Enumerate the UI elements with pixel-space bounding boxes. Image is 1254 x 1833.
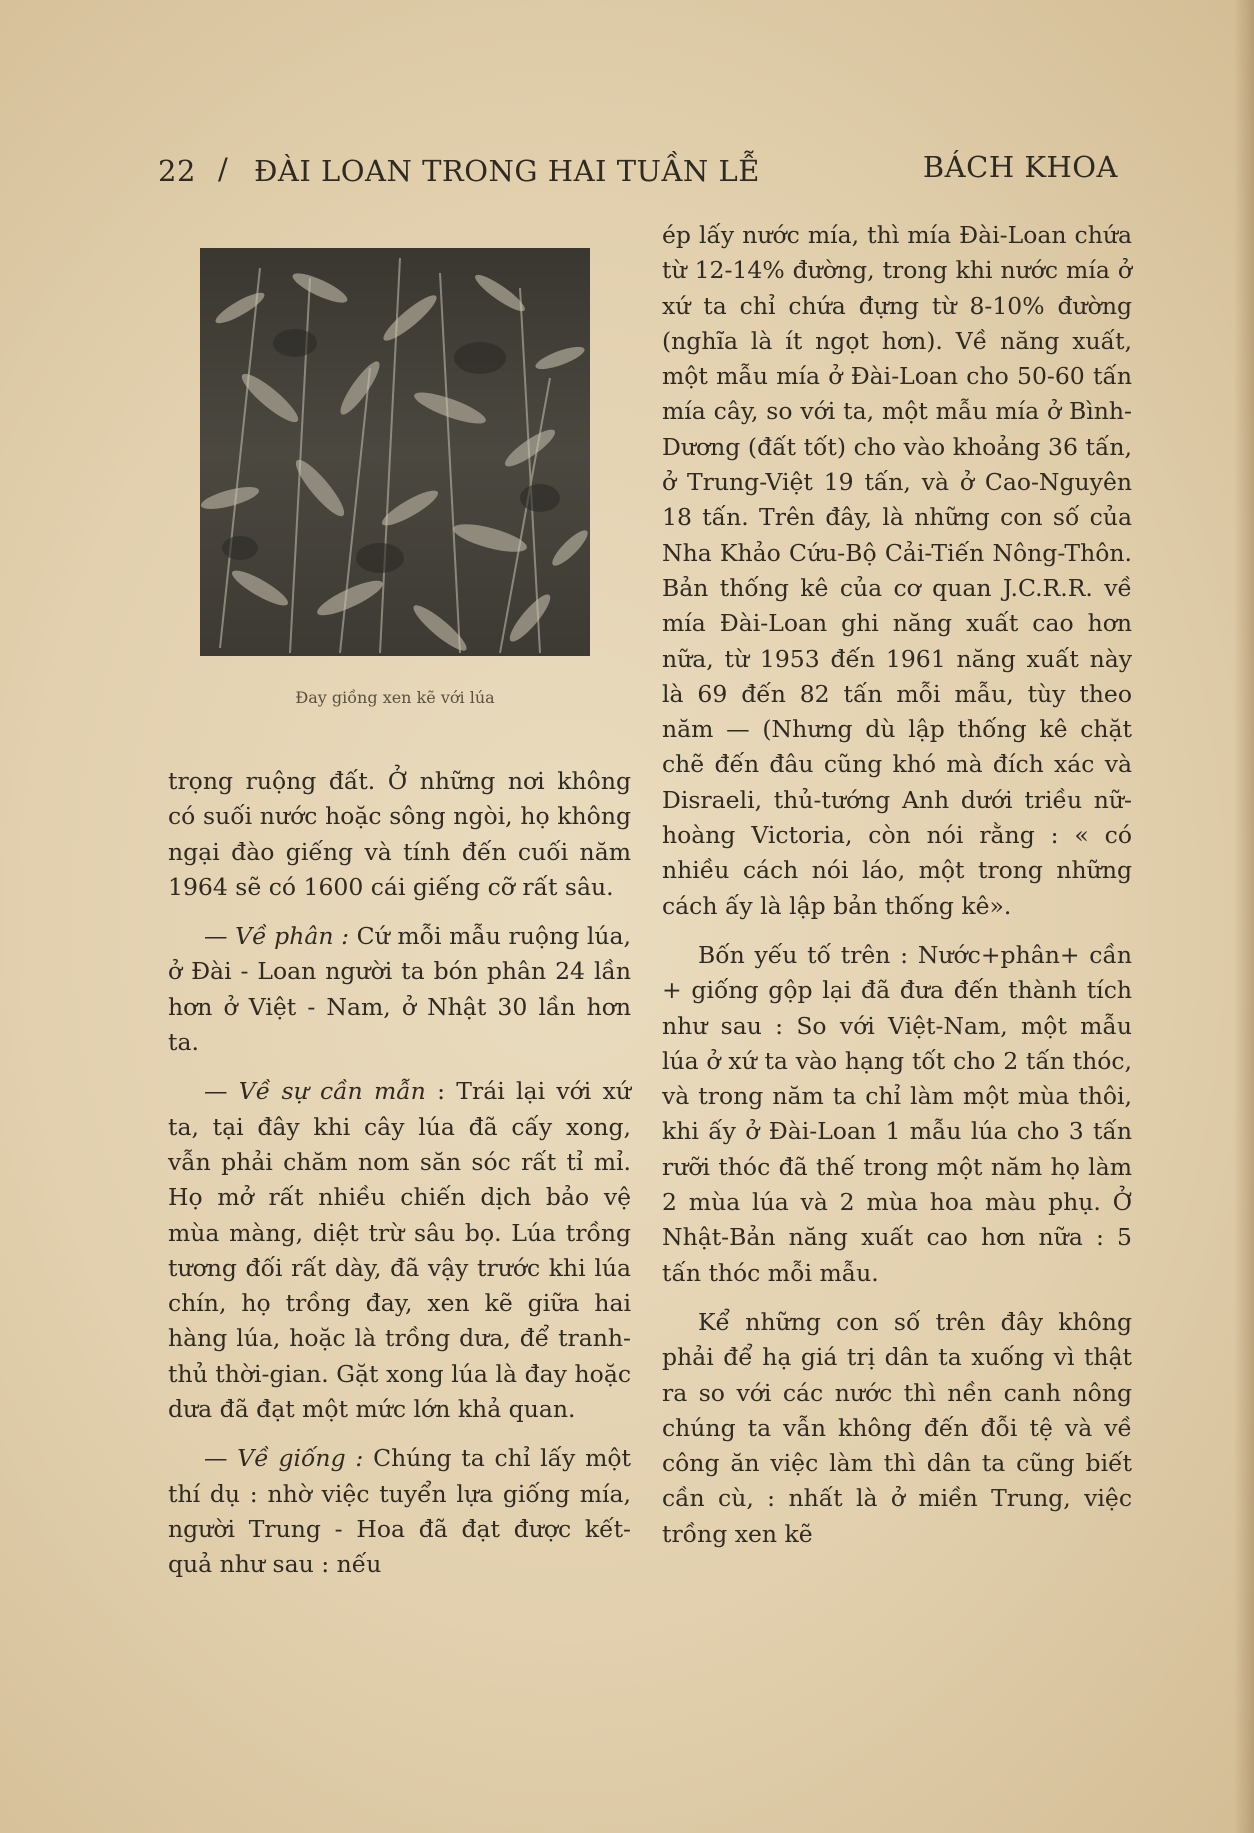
diligence-heading: — Về sự cần mẫn bbox=[204, 1077, 426, 1106]
seeds-text: Chúng ta chỉ lấy một thí dụ : nhờ việc tuyển lựa giống mía, người Trung - Hoa đã đạt được kết-quả như sau : nếu bbox=[168, 1444, 631, 1579]
right-paragraph-3: Kể những con số trên đây không phải để hạ giá trị dân ta xuống vì thật ra so với các nước thì nền canh nông chúng ta vẫn không đến đỗi tệ và về công ăn việc làm thì dân ta cũng biết cần cù, : nhất là ở miền Trung, việc trồng xen kẽ bbox=[662, 1307, 1132, 1548]
diligence-text: : Trái lại với xứ ta, tại đây khi cây lúa đã cấy xong, vẫn phải chăm nom săn sóc rất tỉ mỉ. Họ mở rất nhiều chiến dịch bảo vệ mùa màng, diệt trừ sâu bọ. Lúa trồng tương đối rất dày, đã vậy trước khi lúa chín, họ trồng đay, xen kẽ giữa hai hàng lúa, hoặc là trồng dưa, để tranh-thủ thời-gian. Gặt xong lúa là đay hoặc dưa đã đạt một mức lớn khả quan. bbox=[168, 1077, 631, 1424]
right-column bbox=[662, 218, 1132, 1566]
left-paragraph-diligence bbox=[168, 1074, 631, 1427]
fertilizer-heading: — Về phân : bbox=[204, 922, 349, 951]
right-paragraph-1: ép lấy nước mía, thì mía Đài-Loan chứa từ 12-14% đường, trong khi nước mía ở xứ ta chỉ chứa đựng từ 8-10% đường (nghĩa là ít ngọt hơn). Về năng xuất, một mẫu mía ở Đài-Loan cho 50-60 tấn mía cây, so với ta, một mẫu mía ở Bình-Dương (đất tốt) cho vào khoảng 36 tấn, ở Trung-Việt 19 tấn, và ở Cao-Nguyên 18 tấn. Trên đây, là những con số của Nha Khảo Cứu-Bộ Cải-Tiến Nông-Thôn. Bản thống kê của cơ quan J.C.R.R. về mía Đài-Loan ghi năng xuất cao hơn nữa, từ 1953 đến 1961 năng xuất này là 69 đến 82 tấn mỗi mẫu, tùy theo năm — (Nhưng dù lập thống kê chặt chẽ đến đâu cũng khó mà đích xác và Disraeli, thủ-tướng Anh dưới triều nữ-hoàng Victoria, còn nói rằng : « có nhiều cách nói láo, một trong những cách ấy là lập bản thống kê». bbox=[662, 221, 1132, 920]
photo-caption: Đay giồng xen kẽ với lúa bbox=[295, 688, 495, 707]
page-number: 22 bbox=[158, 154, 196, 188]
header-separator: / bbox=[218, 152, 229, 186]
photo-image bbox=[200, 248, 590, 656]
left-paragraph-seeds bbox=[168, 1441, 631, 1582]
left-paragraph-1: trọng ruộng đất. Ở những nơi không có suối nước hoặc sông ngòi, họ không ngại đào giếng và tính đến cuối năm 1964 sẽ có 1600 cái giếng cỡ rất sâu. bbox=[168, 767, 631, 901]
magazine-name: BÁCH KHOA bbox=[922, 150, 1118, 184]
right-paragraph-2: Bốn yếu tố trên : Nước+phân+ cần + giống gộp lại đã đưa đến thành tích như sau : So với Việt-Nam, một mẫu lúa ở xứ ta vào hạng tốt cho 2 tấn thóc, và trong năm ta chỉ làm một mùa thôi, khi ấy ở Đài-Loan 1 mẫu lúa cho 3 tấn rưỡi thóc đã thế trong một năm họ làm 2 mùa lúa và 2 mùa hoa màu phụ. Ở Nhật-Bản năng xuất cao hơn nữa : 5 tấn thóc mỗi mẫu. bbox=[662, 940, 1132, 1287]
page-header bbox=[158, 150, 1118, 190]
left-column bbox=[168, 764, 631, 1597]
running-title: ĐÀI LOAN TRONG HAI TUẦN LỄ bbox=[254, 154, 760, 188]
seeds-heading: — Về giống : bbox=[204, 1444, 364, 1473]
fertilizer-text: Cứ mỗi mẫu ruộng lúa, ở Đài - Loan người ta bón phân 24 lần hơn ở Việt - Nam, ở Nhật 30 lần hơn ta. bbox=[168, 922, 631, 1057]
jute-rice-photo bbox=[200, 248, 590, 656]
left-paragraph-fertilizer bbox=[168, 919, 631, 1060]
